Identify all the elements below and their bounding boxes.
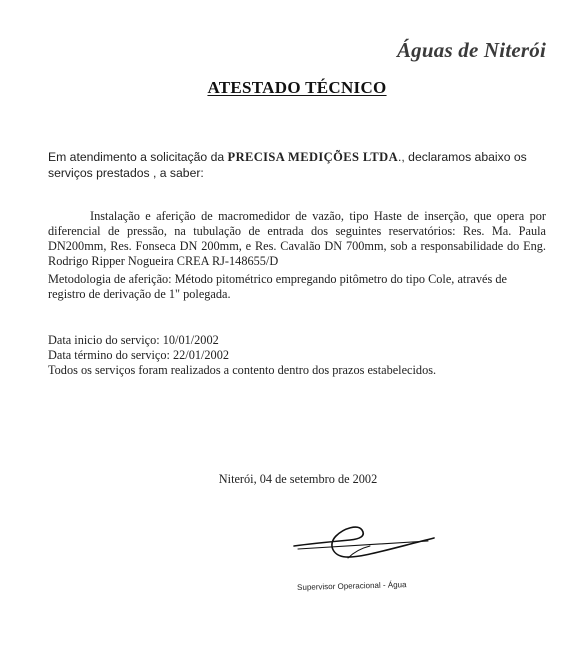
- handwritten-signature: [288, 522, 438, 567]
- document-title-text: ATESTADO TÉCNICO: [207, 78, 387, 97]
- intro-after: ., declaramos abaixo os serviços prestados , a saber:: [48, 150, 527, 180]
- letterhead-logo: Águas de Niterói: [396, 38, 546, 62]
- place-and-date-text: Niterói, 04 de setembro de 2002: [218, 472, 378, 486]
- methodology-paragraph: Metodologia de aferição: Método pitométrico empregando pitômetro do tipo Cole, através de registro de derivação de 1" polegada.: [48, 272, 507, 301]
- start-date: Data inicio do serviço: 10/01/2002: [48, 333, 219, 347]
- intro-paragraph: [48, 149, 548, 181]
- services-text: Instalação e aferição de macromedidor de vazão, tipo Haste de inserção, que opera por diferencial de pressão, na tubulação de entrada dos seguintes reservatórios: Res. Ma. Paula DN200mm, Res. Fonseca DN 200mm, e Res. Cavalão DN 700mm, sob a responsabilidade do Eng. Rodrigo Ripper Nogueira CREA RJ-148655/D: [48, 209, 546, 268]
- service-dates: [48, 333, 548, 378]
- signature-caption: Supervisor Operacional - Água: [297, 580, 407, 592]
- completion-note: Todos os serviços foram realizados a contento dentro dos prazos estabelecidos.: [48, 363, 437, 377]
- document-title: [0, 78, 576, 98]
- intro-before: Em atendimento a solicitação da: [48, 150, 228, 164]
- place-and-date: [0, 472, 576, 487]
- services-paragraph: [48, 209, 546, 269]
- company-name: PRECISA MEDIÇÕES LTDA: [227, 150, 399, 164]
- end-date: Data término do serviço: 22/01/2002: [48, 348, 230, 362]
